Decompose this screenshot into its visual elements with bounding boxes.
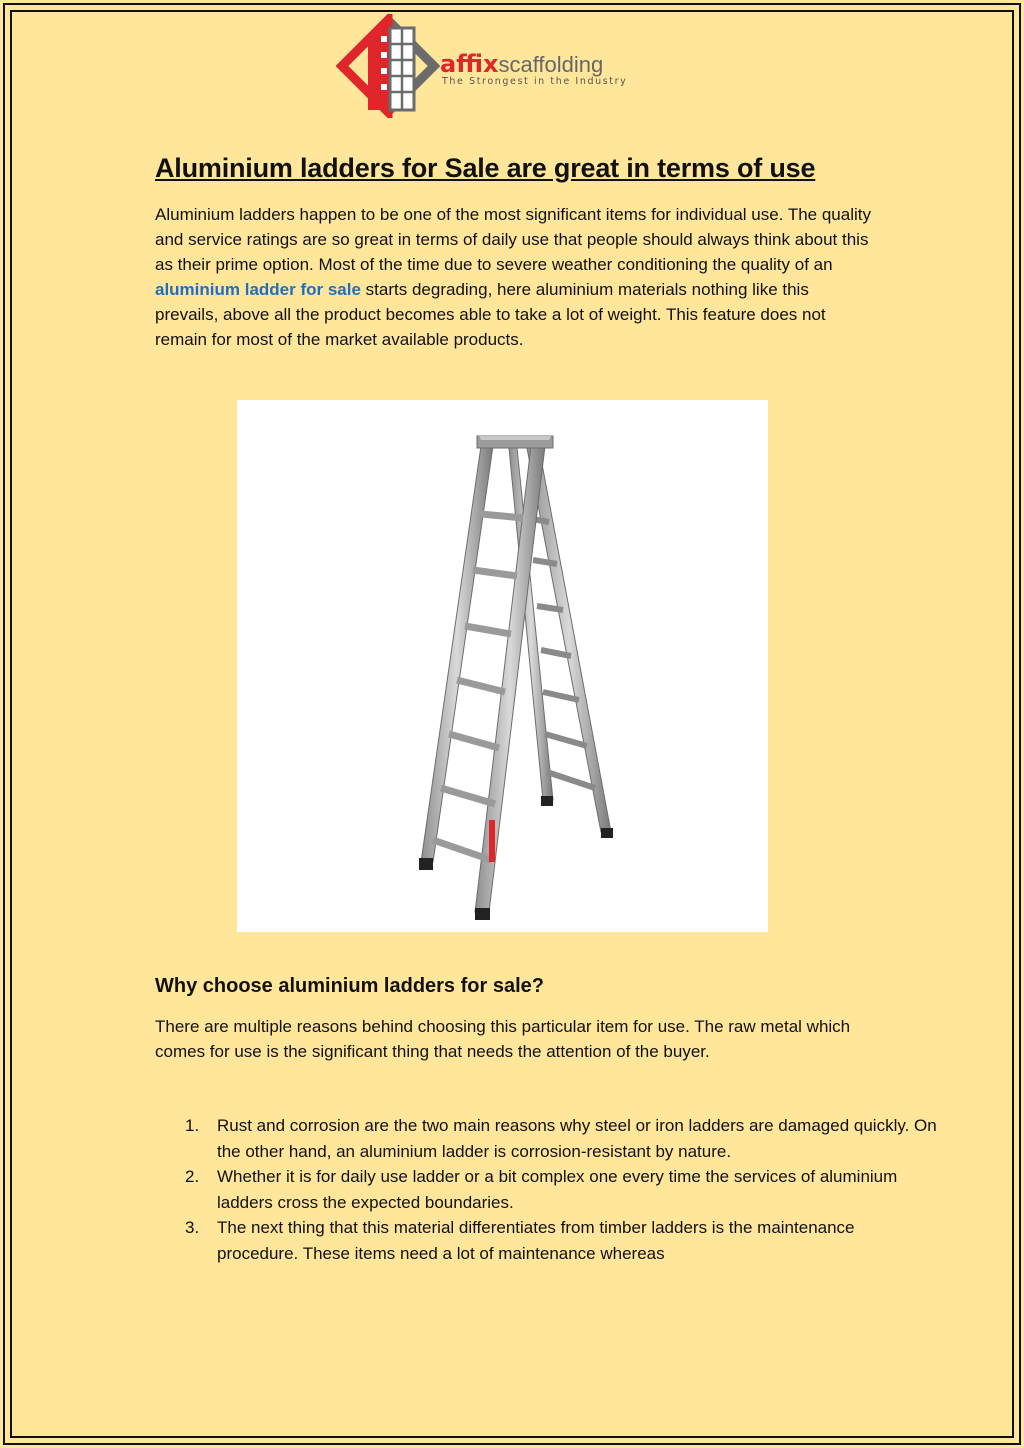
brand-name-gray: scaffolding [498, 52, 604, 77]
intro-text-after-link: starts degrading, here aluminium materials nothing like this prevails, above all the product becomes able to take a lot of weight. This feature does not remain for most of the market available products. [155, 280, 826, 349]
list-number: 3. [185, 1218, 200, 1237]
brand-wordmark [440, 50, 603, 78]
list-item [185, 1164, 937, 1215]
list-item [185, 1113, 937, 1164]
brand-tagline: The Strongest in the Industry [442, 76, 628, 87]
intro-paragraph [155, 202, 875, 352]
section-heading: Why choose aluminium ladders for sale? [155, 975, 544, 997]
intro-text-before-link: Aluminium ladders happen to be one of the most significant items for individual use. The quality and service ratings are so great in terms of daily use that people should always think about this as their prime option. Most of the time due to severe weather conditioning the quality of an [155, 205, 871, 274]
brand-name-red: affix [440, 50, 499, 78]
list-item-text: Rust and corrosion are the two main reasons why steel or iron ladders are damaged quickly. On the other hand, an aluminium ladder is corrosion-resistant by nature. [217, 1116, 937, 1161]
list-item [185, 1215, 937, 1266]
article-header [155, 150, 875, 349]
ladder-photo [237, 400, 768, 932]
article-title: Aluminium ladders for Sale are great in terms of use [155, 153, 816, 183]
section-intro: There are multiple reasons behind choosing this particular item for use. The raw metal which comes for use is the significant thing that needs the attention of the buyer. [155, 1017, 851, 1061]
list-number: 1. [185, 1116, 200, 1135]
list-number: 2. [185, 1167, 200, 1186]
reasons-list [155, 1113, 937, 1266]
list-item-text: Whether it is for daily use ladder or a bit complex one every time the services of aluminium ladders cross the expected boundaries. [217, 1167, 898, 1212]
ladder-icon [237, 400, 768, 932]
list-item-text: The next thing that this material differentiates from timber ladders is the maintenance procedure. These items need a lot of maintenance whereas [217, 1218, 855, 1263]
aluminium-ladder-link[interactable]: aluminium ladder for sale [155, 280, 361, 299]
affix-emblem-icon [336, 14, 440, 118]
affix-logo [336, 14, 646, 118]
